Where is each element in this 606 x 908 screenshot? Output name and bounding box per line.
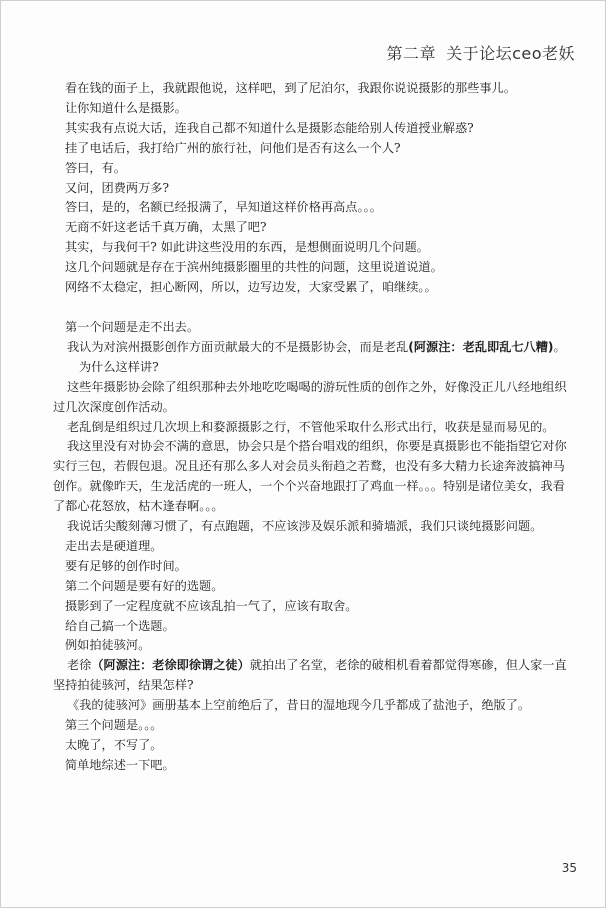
- paragraph: 我说话尖酸刻薄习惯了，有点跑题，不应该涉及娱乐派和骑墙派，我们只谈纯摄影问题。: [67, 519, 543, 534]
- paragraph: [53, 338, 573, 358]
- chapter-label: 第二章: [386, 44, 437, 63]
- text-line: 走出去是硬道理。: [65, 538, 163, 553]
- text-line: 答曰，有。: [65, 160, 126, 175]
- text-line: 又问，团费两万多?: [65, 180, 170, 195]
- paragraph: 老乱倒是组织过几次坝上和婺源摄影之行，不管他采取什么形式出行，收获是显而易见的。: [67, 419, 555, 434]
- text-line: 无商不奸这老话千真万确，太黑了吧?: [65, 220, 267, 235]
- text-line: 网络不太稳定，担心断网，所以，边写边发，大家受累了，咱继续。。: [65, 280, 437, 295]
- body-text: [53, 79, 573, 776]
- paragraph-text: 。: [553, 339, 566, 354]
- text-line: 答曰，是的，名额已经报满了，早知道这样价格再高点。。。: [65, 200, 382, 215]
- text-line: 例如拍徒骇河。: [65, 638, 151, 653]
- paragraph-text: 我认为对滨州摄影创作方面贡献最大的不是摄影协会，而是老乱: [67, 339, 409, 354]
- paragraph: 这些年摄影协会除了组织那种去外地吃吃喝喝的游玩性质的创作之外，好像没正儿八经地组织过几次深度创作活动。: [53, 379, 567, 414]
- text-line: 这几个问题就是存在于滨州纯摄影圈里的共性的问题，这里说道说道。: [65, 260, 443, 275]
- text-line: 太晚了，不写了。: [65, 738, 163, 752]
- text-line: 为什么这样讲?: [79, 359, 159, 374]
- text-line: 给自己搞一个选题。: [65, 618, 175, 633]
- paragraph: [53, 656, 573, 696]
- paragraph-text: 老徐: [67, 658, 92, 673]
- text-line: 要有足够的创作时间。: [65, 558, 187, 573]
- text-line: 摄影到了一定程度就不应该乱拍一气了，应该有取舍。: [65, 598, 358, 613]
- paragraph-text: 就拍出了名堂，老徐的破相机看着都觉得寒碜，但人家一直坚持拍徒骇河，结果怎样?: [53, 658, 567, 693]
- text-line: 第一个问题是走不出去。: [65, 319, 200, 334]
- paragraph: 《我的徒骇河》画册基本上空前绝后了，昔日的湿地现今几乎都成了盐池子，绝版了。: [67, 698, 531, 713]
- editor-note: (阿源注：老乱即乱七八糟): [408, 339, 554, 354]
- running-header: [387, 41, 575, 64]
- text-line: 第三个问题是。。。: [65, 718, 163, 733]
- page-number: 35: [561, 861, 577, 875]
- text-line: 让你知道什么是摄影。: [65, 100, 187, 115]
- text-line: 其实我有点说大话，连我自己都不知道什么是摄影态能给别人传道授业解惑?: [65, 120, 474, 135]
- text-line: 简单地综述一下吧。: [65, 757, 175, 772]
- text-line: 第二个问题是要有好的选题。: [65, 578, 224, 593]
- paragraph: 我这里没有对协会不满的意思，协会只是个搭台唱戏的组织，你要是真摄影也不能指望它对你实行三包，若假包退。况且还有那么多人对会员头衔趋之若鹜，也没有多大精力长途奔波搞神马创作。就像昨天，生龙活虎的一班人，一个个兴奋地跟打了鸡血一样。。。特别是诸位美女，我看了都心花怒放，枯木逢春啊。。。: [53, 439, 567, 514]
- editor-note: （阿源注：老徐即徐谓之徒）: [91, 658, 250, 673]
- text-line: 挂了电话后，我打给广州的旅行社，问他们是否有这么一个人?: [65, 140, 401, 155]
- chapter-title: 关于论坛ceo老妖: [446, 44, 575, 63]
- text-line: 看在钱的面子上，我就跟他说，这样吧，到了尼泊尔，我跟你说说摄影的那些事儿。: [65, 81, 516, 95]
- text-line: 其实，与我何干? 如此讲这些没用的东西，是想侧面说明几个问题。: [65, 240, 429, 255]
